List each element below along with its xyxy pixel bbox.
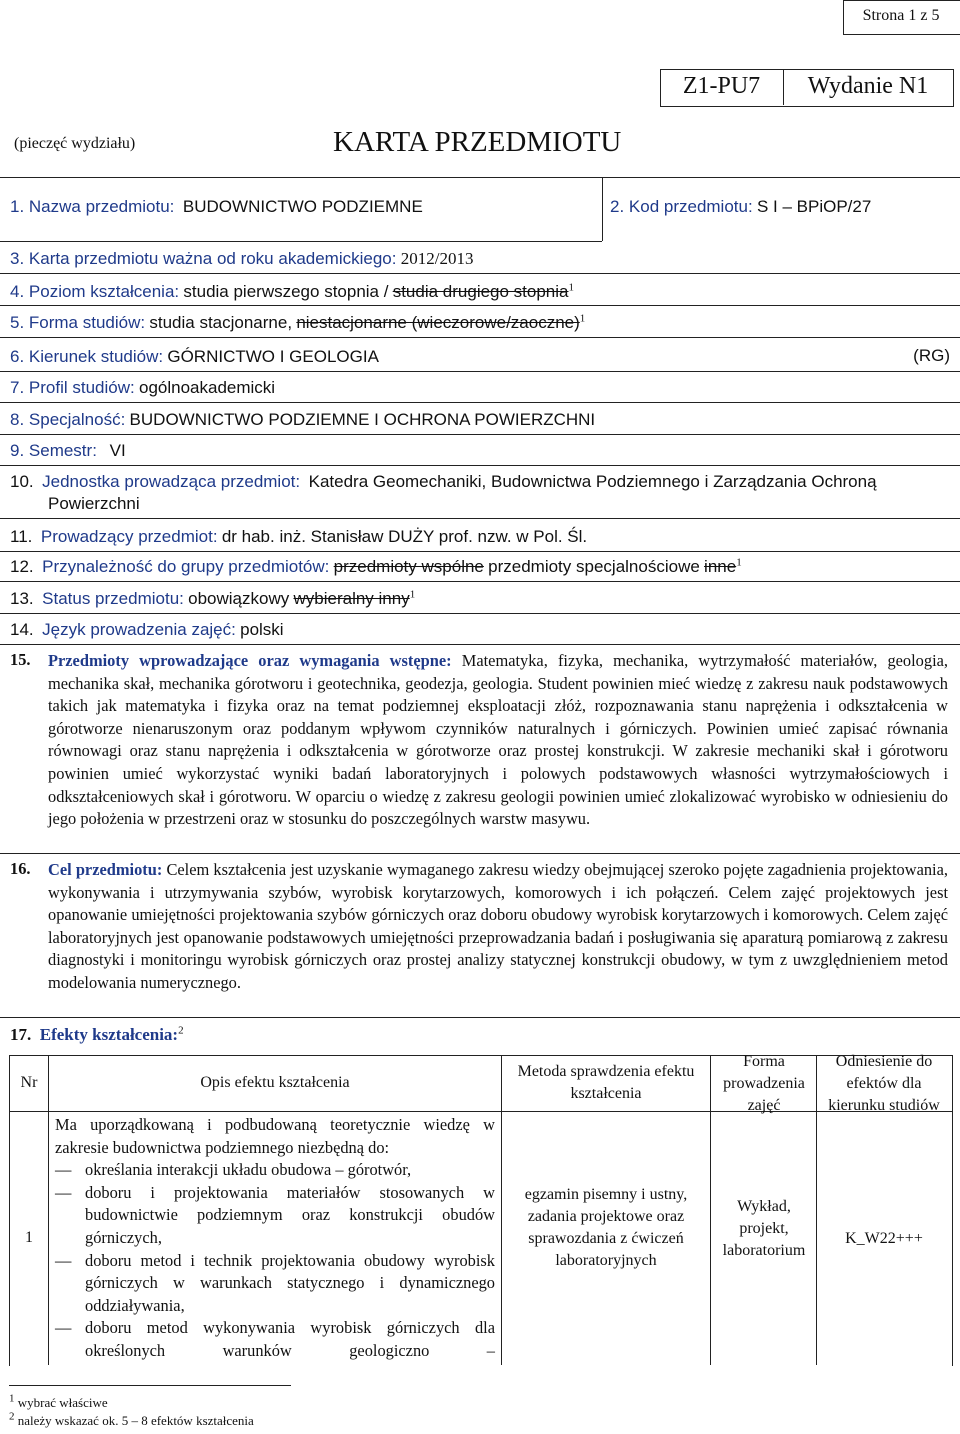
section16-num: 16. [10, 859, 31, 878]
form-code: Z1-PU7 [682, 73, 761, 99]
row1-metoda: egzamin pisemny i ustny, zadania projektowe oraz sprawozdania z ćwiczeń laboratoryjnych [524, 1186, 688, 1269]
field-language: 14. Język prowadzenia zajęć: polski [10, 620, 284, 639]
page-title: KARTA PRZEDMIOTU [333, 126, 622, 158]
field-subject-name: 1. Nazwa przedmiotu: BUDOWNICTWO PODZIEMNE [10, 197, 423, 216]
field-lecturer: 11. Prowadzący przedmiot: dr hab. inż. Stanisław DUŻY prof. nzw. w Pol. Śl. [10, 527, 588, 546]
row1-item: — doboru metod i technik projektowania obudowy wyrobisk górniczych w warunkach statycznego i dynamicznego oddziaływania, [55, 1250, 495, 1318]
footnote-2: $^2$ należy wskazać ok. 5 – 8 efektów kształcenia [9, 1410, 254, 1428]
row1-odniesienie: K_W22+++ [845, 1230, 923, 1247]
page-label: Strona 1 z 5 [862, 7, 940, 24]
header-opis: Opis efektu kształcenia [200, 1074, 350, 1091]
row1-item: — doboru metod wykonywania wyrobisk górniczych dla określonych warunków geologiczno – [55, 1317, 495, 1362]
section15-num: 15. [10, 650, 31, 669]
header-metoda: Metoda sprawdzenia efektu kształcenia [517, 1063, 695, 1102]
field-study-form: 5. Forma studiów: studia stacjonarne, niestacjonarne (wieczorowe/zaoczne)$^1$ [10, 312, 586, 332]
section17-heading: 17. Efekty kształcenia:$^2$ [10, 1024, 184, 1044]
footnote-divider [9, 1385, 291, 1386]
field-valid-year: 3. Karta przedmiotu ważna od roku akademickiego: 2012/2013 [10, 249, 474, 268]
field-profile: 7. Profil studiów: ogólnoakademicki [10, 378, 276, 397]
section16-text: Cel przedmiotu: Celem kształcenia jest uzyskanie wymaganego zakresu wiedzy obejmującej szeroko pojęte zagadnienia projektowania, wykonywania i utrzymywania szybów, wyrobisk korytarzowych, komorowych i ich połączeń. Celem zajęć projektowych jest opanowanie umiejętności projektowania szybów górniczych oraz doboru obudowy wyrobisk korytarzowych i komorowych. Celem zajęć laboratoryjnych jest opanowanie podstawowych umiejętności przeprowadzania badań i posługiwania się aparaturą pomiarową z zakresu diagnostyki i monitoringu wyrobisk górniczych oraz prostej analizy statycznej konstrukcji obudowy, w tym z uwzględnieniem metod modelowania numerycznego. [48, 860, 948, 992]
header-odniesienie: Odniesienie do efektów dla kierunku studiów [828, 1053, 940, 1114]
field-field-of-study: 6. Kierunek studiów: GÓRNICTWO I GEOLOGIA [10, 347, 379, 366]
header-nr: Nr [20, 1074, 38, 1091]
header-forma: Forma prowadzenia zajęć [723, 1053, 805, 1114]
field-unit: 10. Jednostka prowadząca przedmiot: Katedra Geomechaniki, Budownictwa Podziemnego i Zarządzania Ochroną [10, 472, 877, 491]
row1-opis: Ma uporządkowaną i podbudowaną teoretycznie wiedzę w zakresie budownictwa podziemnego niezbędną do: — określania interakcji układu obudowa – górotwór, — doboru i projektowania materiałów stosowanych w budownictwie podziemnym oraz konstrukcji obudów górniczych, — doboru metod i technik projektowania obudowy wyrobisk górniczych w warunkach statycznego i dynamicznego oddziaływania, — doboru metod wykonywania wyrobisk górniczych dla określonych warunków geologiczno – [55, 1114, 495, 1363]
row1-forma: Wykład, projekt, laboratorium [722, 1198, 806, 1259]
field-level: 4. Poziom kształcenia: studia pierwszego stopnia / studia drugiego stopnia$^1$ [10, 281, 574, 301]
field-unit-cont: Powierzchni [48, 494, 140, 513]
field-semester: 9. Semestr: VI [10, 441, 126, 460]
field-of-study-abbr: (RG) [913, 346, 950, 365]
field-status: 13. Status przedmiotu: obowiązkowy wybieralny inny$^1$ [10, 588, 416, 608]
footnote-1: $^1$ wybrać właściwe [9, 1392, 108, 1410]
section15-text: Przedmioty wprowadzające oraz wymagania wstępne: Matematyka, fizyka, mechanika, wytrzymałość materiałów, geologia, mechanika skał, mechanika górotworu i geotechnika, geodezja, geologia. Student powinien mieć wiedzę z zakresu nauk podstawowych takich jak matematyka i fizyka oraz na temat podziemnej eksploatacji złóż, rozpoznawania stanu naprężenia i odkształcenia w górotworze nienaruszonym oraz poddanym wpływom czynników naturalnych i górniczych. Powinien umieć zapisać równania równowagi oraz stanu naprężenia i odkształcenia w górotworze oraz prostej konstrukcji. W zakresie mechaniki skał i górotworu powinien umieć wykorzystać wyniki badań laboratoryjnych i polowych podstawowych własności wytrzymałościowych i odkształceniowych skał i górotworu. W oparciu o wiedzę z zakresu geologii powinien umieć zlokalizować wyrobisko w odniesieniu do jego położenia w przestrzeni oraz w stosunku do poszczególnych warstw masywu. [48, 651, 948, 829]
row1-nr: 1 [25, 1229, 33, 1246]
field-subject-code: 2. Kod przedmiotu: S I – BPiOP/27 [610, 197, 872, 216]
field-group: 12. Przynależność do grupy przedmiotów: przedmioty wspólne przedmioty specjalnościowe inne$^1$ [10, 556, 742, 576]
stamp-label: (pieczęć wydziału) [14, 135, 136, 152]
edition: Wydanie N1 [807, 73, 929, 99]
row1-item: — określania interakcji układu obudowa – górotwór, [55, 1159, 495, 1182]
row1-item: — doboru i projektowania materiałów stosowanych w budownictwie podziemnym oraz konstrukcji obudów górniczych, [55, 1182, 495, 1250]
field-specialty: 8. Specjalność: BUDOWNICTWO PODZIEMNE I OCHRONA POWIERZCHNI [10, 410, 596, 429]
